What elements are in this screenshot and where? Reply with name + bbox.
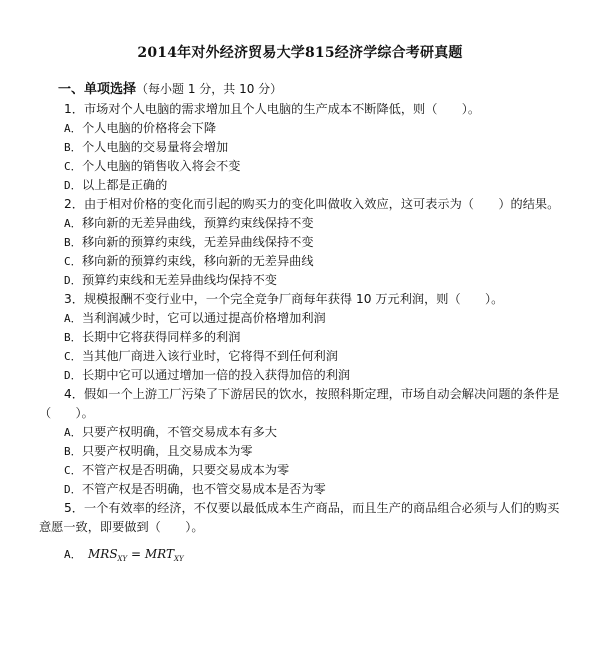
section-note: （每小题 1 分，共 10 分） <box>136 82 283 96</box>
option-d <box>39 271 569 290</box>
formula-lhs: MRS <box>88 547 118 561</box>
option-text: 当利润减少时，它可以通过提高价格增加利润 <box>82 311 326 325</box>
option-c <box>39 347 569 366</box>
option-a <box>39 423 569 442</box>
option-text: 只要产权明确，不管交易成本有多大 <box>82 425 277 439</box>
option-letter: A． <box>64 217 82 230</box>
formula <box>88 547 184 561</box>
option-text: 不管产权是否明确，也不管交易成本是否为零 <box>82 482 326 496</box>
question-3 <box>39 290 569 385</box>
option-text: 个人电脑的交易量将会增加 <box>82 140 229 154</box>
option-text: 预算约束线和无差异曲线均保持不变 <box>82 273 277 287</box>
option-b <box>39 442 569 461</box>
option-text: 移向新的预算约束线，无差异曲线保持不变 <box>82 235 314 249</box>
formula-lhs-subscript: XY <box>117 555 128 563</box>
option-d <box>39 366 569 385</box>
option-c <box>39 461 569 480</box>
formula-rhs-subscript: XY <box>173 555 184 563</box>
option-letter: B． <box>64 445 82 458</box>
option-letter: C． <box>64 464 82 477</box>
option-a <box>39 214 569 233</box>
option-letter: D． <box>64 369 82 382</box>
questions-list <box>39 100 569 569</box>
question-stem: 4．假如一个上游工厂污染了下游居民的饮水，按照科斯定理，市场自动会解决问题的条件是（ ）。 <box>39 387 560 420</box>
question-5 <box>39 499 569 569</box>
question-stem: 3．规模报酬不变行业中，一个完全竞争厂商每年获得 10 万元利润，则（ ）。 <box>64 292 504 306</box>
option-letter: C． <box>64 160 82 173</box>
question-4 <box>39 385 569 499</box>
section-title: 一、单项选择 <box>58 82 137 97</box>
option-text: 长期中它将获得同样多的利润 <box>82 330 241 344</box>
formula-rhs: MRT <box>144 547 174 561</box>
option-b <box>39 233 569 252</box>
option-d <box>39 176 569 195</box>
option-letter: D． <box>64 179 82 192</box>
option-d <box>39 480 569 499</box>
option-text: 个人电脑的销售收入将会不变 <box>82 159 241 173</box>
option-text: 移向新的预算约束线，移向新的无差异曲线 <box>82 254 314 268</box>
option-text: 只要产权明确，且交易成本为零 <box>82 444 253 458</box>
option-letter: C． <box>64 350 82 363</box>
option-letter: A． <box>64 548 82 561</box>
option-text: 以上都是正确的 <box>82 178 168 192</box>
option-text: 当其他厂商进入该行业时，它将得不到任何利润 <box>82 349 338 363</box>
question-1 <box>39 100 569 195</box>
option-letter: B． <box>64 141 82 154</box>
section-heading <box>58 78 282 97</box>
page-title: 2014年对外经济贸易大学815经济学综合考研真题 <box>137 45 463 61</box>
option-a-formula <box>39 545 569 569</box>
option-text: 长期中它可以通过增加一倍的投入获得加倍的利润 <box>82 368 351 382</box>
option-text: 移向新的无差异曲线，预算约束线保持不变 <box>82 216 314 230</box>
option-letter: D． <box>64 483 82 496</box>
option-b <box>39 328 569 347</box>
option-b <box>39 138 569 157</box>
option-letter: D． <box>64 274 82 287</box>
option-letter: A． <box>64 122 82 135</box>
option-c <box>39 157 569 176</box>
option-a <box>39 119 569 138</box>
question-stem: 1．市场对个人电脑的需求增加且个人电脑的生产成本不断降低，则（ ）。 <box>64 102 481 116</box>
option-letter: C． <box>64 255 82 268</box>
option-c <box>39 252 569 271</box>
question-stem: 2．由于相对价格的变化而引起的购买力的变化叫做收入效应，这可表示为（ ）的结果。 <box>64 197 560 211</box>
option-text: 不管产权是否明确，只要交易成本为零 <box>82 463 290 477</box>
question-2 <box>39 195 569 290</box>
option-letter: B． <box>64 236 82 249</box>
question-stem: 5．一个有效率的经济，不仅要以最低成本生产商品，而且生产的商品组合必须与人们的购买意愿一致，即要做到（ ）。 <box>39 501 560 534</box>
option-a <box>39 309 569 328</box>
formula-equals: = <box>127 547 145 561</box>
option-letter: A． <box>64 426 82 439</box>
option-text: 个人电脑的价格将会下降 <box>82 121 217 135</box>
option-letter: A． <box>64 312 82 325</box>
option-letter: B． <box>64 331 82 344</box>
